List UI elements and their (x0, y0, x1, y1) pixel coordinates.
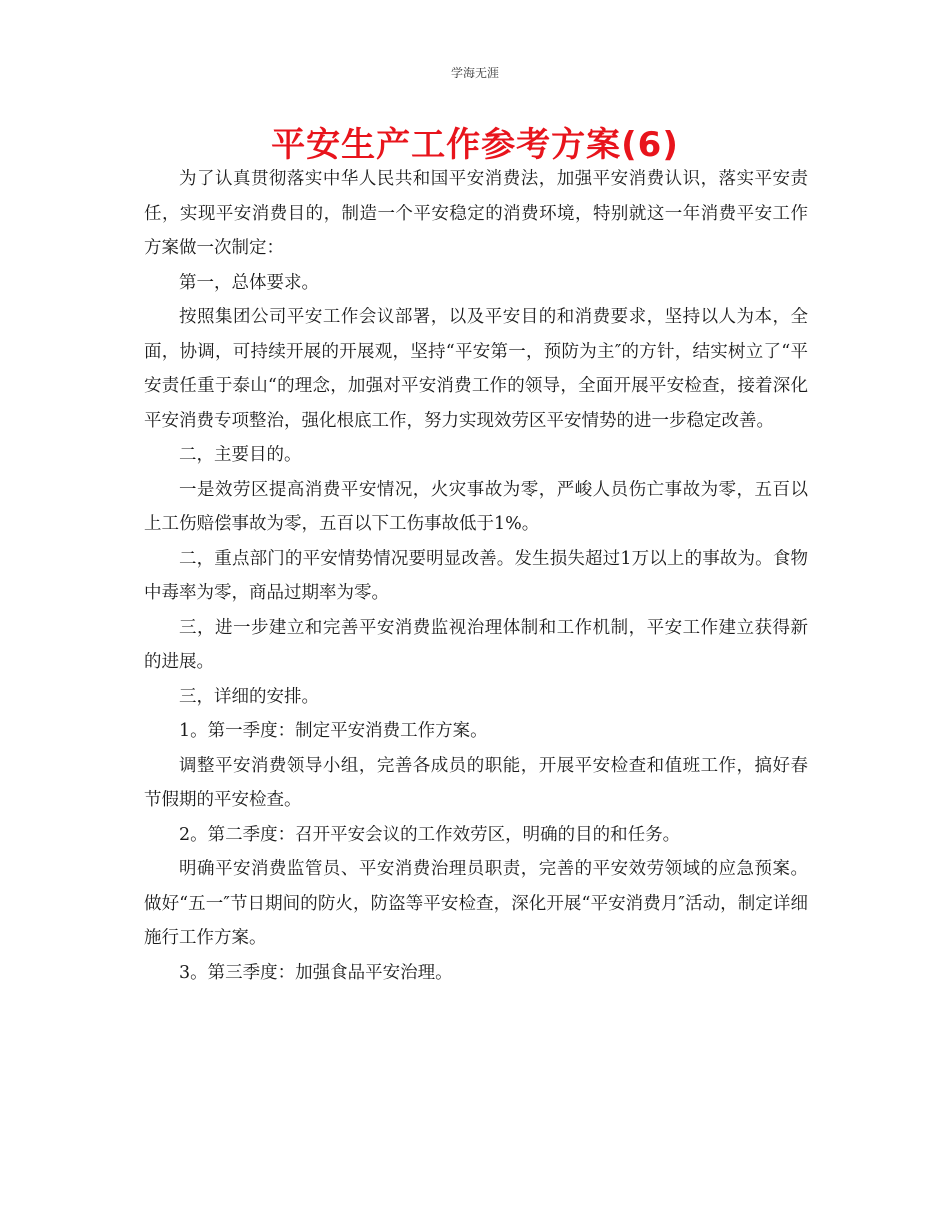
paragraph-q1-detail: 调整平安消费领导小组，完善各成员的职能，开展平安检查和值班工作，搞好春节假期的平安检查。 (144, 755, 808, 810)
paragraph-q1-heading: 1。第一季度：制定平安消费工作方案。 (179, 721, 488, 741)
paragraph-goal-three: 三，进一步建立和完善平安消费监视治理体制和工作机制，平安工作建立获得新的进展。 (144, 617, 808, 672)
document-body (144, 162, 808, 990)
paragraph-q3-heading: 3。第三季度：加强食品平安治理。 (179, 962, 453, 983)
paragraph-heading-general: 第一，总体要求。 (179, 272, 319, 293)
paragraph-general-requirements: 按照集团公司平安工作会议部署，以及平安目的和消费要求，坚持以人为本，全面，协调，可持续开展的开展观，坚持“平安第一，预防为主″的方针，结实树立了“平安责任重于泰山“的理念，加强对平安消费工作的领导，全面开展平安检查，接着深化平安消费专项整治，强化根底工作，努力实现效劳区平安情势的进一步稳定改善。 (144, 307, 808, 431)
paragraph-q2-detail: 明确平安消费监管员、平安消费治理员职责，完善的平安效劳领域的应急预案。做好“五一″节日期间的防火，防盗等平安检查，深化开展“平安消费月″活动，制定详细施行工作方案。 (144, 859, 808, 948)
paragraph-heading-arrangement: 三，详细的安排。 (179, 686, 319, 707)
paragraph-q2-heading: 2。第二季度：召开平安会议的工作效劳区，明确的目的和任务。 (179, 824, 681, 845)
page-header: 学海无涯 (450, 66, 499, 80)
document-title: 平安生产工作参考方案(6) (271, 125, 679, 165)
paragraph-goal-two: 二，重点部门的平安情势情况要明显改善。发生损失超过1万以上的事故为。食物中毒率为零，商品过期率为零。 (144, 548, 808, 603)
paragraph-goal-one: 一是效劳区提高消费平安情况，火灾事故为零，严峻人员伤亡事故为零，五百以上工伤赔偿事故为零，五百以下工伤事故低于1%。 (144, 479, 808, 534)
paragraph-heading-goals: 二，主要目的。 (179, 445, 302, 465)
paragraph-intro: 为了认真贯彻落实中华人民共和国平安消费法，加强平安消费认识，落实平安责任，实现平安消费目的，制造一个平安稳定的消费环境，特别就这一年消费平安工作方案做一次制定： (144, 169, 808, 258)
